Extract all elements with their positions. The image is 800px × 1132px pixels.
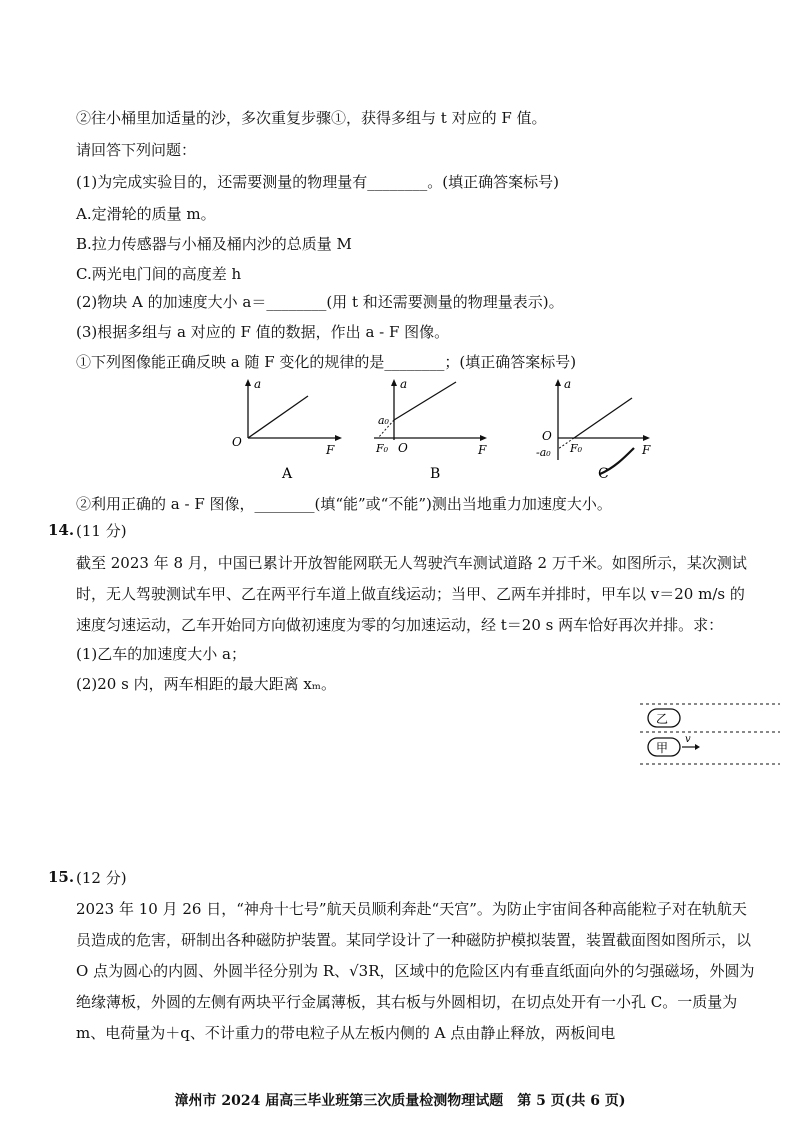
problem-14-sub-2: (2)20 s 内，两车相距的最大距离 xₘ。 <box>76 675 336 693</box>
question-3-2: ②利用正确的 a - F 图像，________(填“能”或“不能”)测出当地重力加速度大小。 <box>76 495 612 513</box>
option-c: C.两光电门间的高度差 h <box>76 265 242 283</box>
page-footer: 漳州市 2024 届高三毕业班第三次质量检测物理试题 第 5 页(共 6 页) <box>174 1093 626 1109</box>
f0-label: F₀ <box>376 442 389 455</box>
f-axis-label: F <box>642 443 651 457</box>
problem-15-number: 15. <box>48 868 75 886</box>
f-axis-label: F <box>478 443 487 457</box>
car-jia-label: 甲 <box>656 741 669 755</box>
a-axis-label: a <box>564 377 572 391</box>
step-2: ②往小桶里加适量的沙，多次重复步骤①，获得多组与 t 对应的 F 值。 <box>76 109 547 127</box>
problem-15-score: (12 分) <box>76 869 127 887</box>
graph-b <box>372 377 502 482</box>
lane-diagram <box>640 700 780 775</box>
option-a: A.定滑轮的质量 m。 <box>76 205 216 223</box>
a-axis-label: a <box>254 377 262 391</box>
car-yi-label: 乙 <box>656 712 669 726</box>
problem-15-text: 2023 年 10 月 26 日，“神舟十七号”航天员顺利奔赴“天宫”。为防止宇宙间各种高能粒子对在轨航天员造成的危害，研制出各种磁防护装置。某同学设计了一种磁防护模拟装置，装置截面图如图所示，以 O 点为圆心的内圆、外圆半径分别为 R、√3R，区域中的危险区内有垂直纸面向外的匀强磁场，外圆为绝缘薄板，外圆的左侧有两块平行金属薄板，其右板与外圆相切，在切点处开有一小孔 C。一质量为 m、电荷量为＋q、不计重力的带电粒子从左板内侧的 A 点由静止释放，两板间电 <box>76 900 755 1042</box>
velocity-label: v <box>685 734 691 745</box>
option-b: B.拉力传感器与小桶及桶内沙的总质量 M <box>76 235 352 253</box>
problem-14-sub-1: (1)乙车的加速度大小 a； <box>76 645 246 663</box>
f-axis-label: F <box>326 443 335 457</box>
a0-label: a₀ <box>378 414 389 427</box>
prompt: 请回答下列问题： <box>76 141 197 159</box>
problem-14-number: 14. <box>48 521 75 539</box>
question-1: (1)为完成实验目的，还需要测量的物理量有________。(填正确答案标号) <box>76 173 559 191</box>
graph-c <box>528 377 668 482</box>
neg-a0-label: -a₀ <box>536 446 551 459</box>
question-3: (3)根据多组与 a 对应的 F 值的数据，作出 a - F 图像。 <box>76 323 450 341</box>
graph-label-c: C <box>598 466 609 482</box>
origin-label: O <box>232 435 242 449</box>
origin-label: O <box>398 441 408 455</box>
f0-label: F₀ <box>570 442 583 455</box>
problem-14-score: (11 分) <box>76 522 127 540</box>
graph-label-b: B <box>430 466 441 482</box>
problem-14-text: 截至 2023 年 8 月，中国已累计开放智能网联无人驾驶汽车测试道路 2 万千米。如图所示，某次测试时，无人驾驶测试车甲、乙在两平行车道上做直线运动；当甲、乙两车并排时，甲车以 v＝20 m/s 的速度匀速运动，乙车开始同方向做初速度为零的匀加速运动，经 t＝20 s 两车恰好再次并排。求： <box>76 554 747 634</box>
question-2: (2)物块 A 的加速度大小 a＝________(用 t 和还需要测量的物理量表示)。 <box>76 293 564 311</box>
graph-a <box>230 377 350 482</box>
graph-label-a: A <box>282 466 293 482</box>
origin-label: O <box>542 429 552 443</box>
question-3-1: ①下列图像能正确反映 a 随 F 变化的规律的是________；(填正确答案标号) <box>76 353 577 371</box>
a-axis-label: a <box>400 377 408 391</box>
